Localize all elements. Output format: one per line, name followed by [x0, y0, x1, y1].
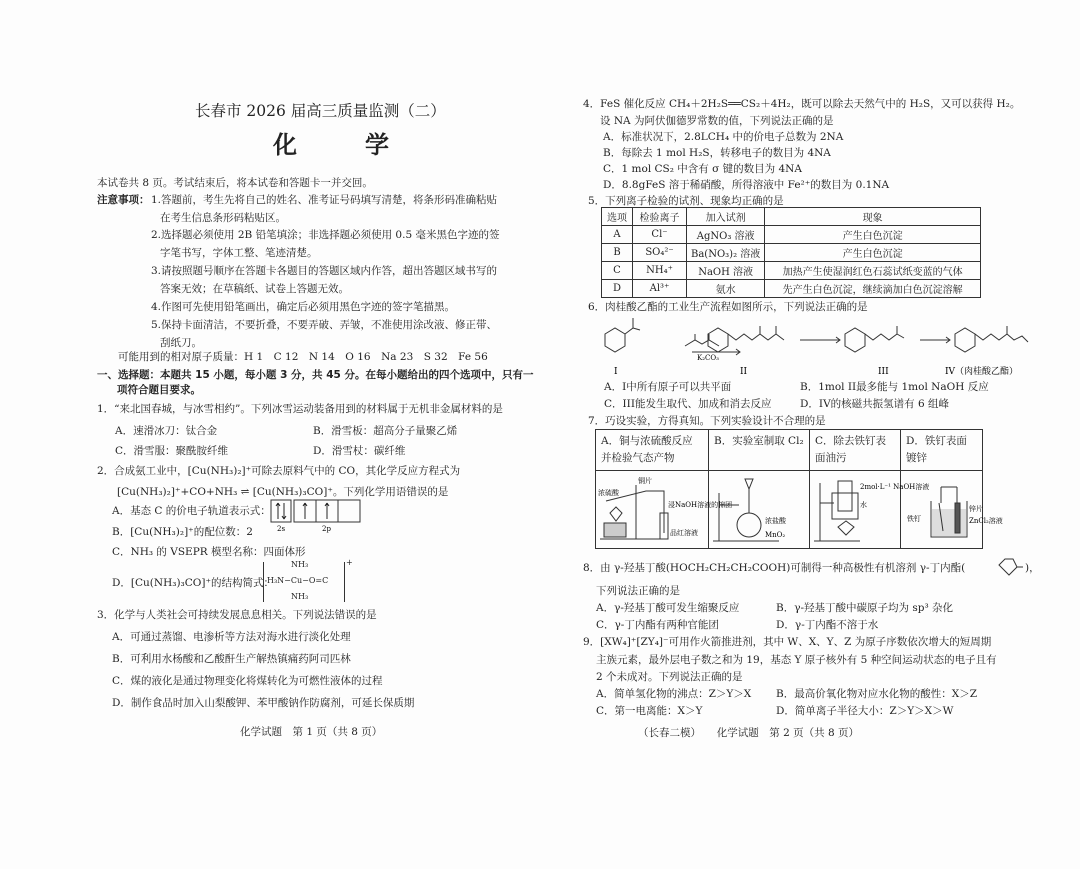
q7-stem: 7．巧设实验，方得真知。下列实验设计不合理的是: [588, 415, 826, 427]
q9-stem-cont: 2 个未成对。下列说法正确的是: [596, 671, 743, 683]
cell: Ba(NO₃)₂ 溶液: [687, 244, 765, 262]
cell: Al³⁺: [633, 280, 687, 298]
annotation: 2mol·L⁻¹ NaOH溶液: [860, 483, 930, 491]
page-footer: 化学试题 第 1 页（共 8 页）: [240, 726, 383, 738]
annotation: 浸NaOH溶液的棉团: [668, 501, 733, 509]
q6-option-d: D．IV的核磁共振氢谱有 6 组峰: [800, 398, 950, 410]
apparatus-a: [596, 471, 733, 549]
cell: A．铜与浓硫酸反应并检验气态产物: [596, 430, 709, 471]
orbital-2p-label: 2p: [322, 525, 331, 533]
notice-line: 3.请按照题号顺序在答题卡各题目的答题区域内作答，超出答题区域书写的: [151, 265, 498, 277]
atomic-masses: 可能用到的相对原子质量：H 1 C 12 N 14 O 16 Na 23 S 32 Fe 56: [118, 351, 488, 363]
reagent-label: K₂CO₃: [697, 354, 719, 362]
annotation: 铜片: [638, 477, 652, 485]
table-row: [602, 244, 981, 262]
q5-table: [601, 207, 981, 298]
cell: A: [602, 226, 633, 244]
cell: B: [602, 244, 633, 262]
apparatus-d-drawing: [901, 473, 1001, 545]
cell: C．除去铁钉表面油污: [810, 430, 901, 471]
notice-line: 2.选择题必须使用 2B 铅笔填涂；非选择题必须使用 0.5 毫米黑色字迹的签: [151, 229, 500, 241]
notice-line: 答案无效；在草稿纸、试卷上答题无效。: [160, 283, 349, 295]
q9-option-b: B．最高价氧化物对应水化物的酸性：X＞Z: [776, 688, 977, 700]
page-footer: （长春二模） 化学试题 第 2 页（共 8 页）: [638, 727, 859, 739]
table-header-row: [602, 208, 981, 226]
q8-stem-cont: 下列说法正确的是: [596, 585, 680, 597]
q2-structure: [263, 558, 353, 602]
table-row: [602, 280, 981, 298]
compound-label: I: [614, 367, 618, 377]
q2-option-a: A．基态 C 的价电子轨道表示式：: [112, 505, 271, 517]
orbital-diagram: [270, 499, 362, 533]
section-heading: 一、选择题：本题共 15 小题，每小题 3 分，共 45 分。在每小题给出的四个选项中，只有一: [97, 369, 534, 381]
q3-option-a: A．可通过蒸馏、电渗析等方法对海水进行淡化处理: [112, 631, 351, 643]
table-header: 加入试剂: [687, 208, 765, 226]
cell: NaOH 溶液: [687, 262, 765, 280]
table-row: [602, 226, 981, 244]
cell: SO₄²⁻: [633, 244, 687, 262]
q1-option-a: A．速滑冰刀：钛合金: [115, 425, 218, 437]
q6-option-a: A．I中所有原子可以共平面: [604, 381, 732, 393]
cell: AgNO₃ 溶液: [687, 226, 765, 244]
cell: D．铁钉表面镀锌: [901, 430, 983, 471]
q6-option-c: C．III能发生取代、加成和消去反应: [604, 398, 772, 410]
cell: 产生白色沉淀: [765, 226, 981, 244]
q3-option-c: C．煤的液化是通过物理变化将煤转化为可燃性液体的过程: [112, 675, 383, 687]
q6-stem: 6．肉桂酸乙酯的工业生产流程如图所示，下列说法正确的是: [588, 301, 868, 313]
cell: NH₄⁺: [633, 262, 687, 280]
q1-option-c: C．滑雪服：聚酰胺纤维: [115, 445, 229, 457]
compound-label: II: [740, 367, 748, 377]
compound-label: IV（肉桂酸乙酯）: [945, 367, 1019, 377]
intro: 本试卷共 8 页。考试结束后，将本试卷和答题卡一并交回。: [97, 177, 373, 189]
notice-label: 注意事项：: [97, 194, 150, 206]
notice-line: 在考生信息条形码粘贴区。: [160, 212, 286, 224]
apparatus-b: [709, 471, 810, 549]
q6-reaction-scheme: [600, 316, 1030, 376]
apparatus-d: [901, 471, 1003, 549]
q7-table: [595, 429, 1003, 549]
table-row: [596, 430, 983, 471]
notice-line: 4.作图可先使用铅笔画出，确定后必须用黑色字迹的签字笔描黑。: [151, 301, 456, 313]
q1-stem: 1．“来北国春城，与冰雪相约”。下列冰雪运动装备用到的材料属于无机非金属材料的是: [97, 403, 503, 415]
q2-option-b: B．[Cu(NH₃)₂]⁺的配位数：2: [112, 526, 253, 538]
orbital-2s-label: 2s: [277, 525, 286, 533]
q3-option-b: B．可利用水杨酸和乙酸酐生产解热镇痛药阿司匹林: [112, 653, 351, 665]
table-header: 现象: [765, 208, 981, 226]
q4-stem-cont: 设 NA 为阿伏伽德罗常数的值，下列说法正确的是: [600, 115, 834, 127]
q2-option-c: C．NH₃ 的 VSEPR 模型名称：四面体形: [112, 546, 306, 558]
cell: C: [602, 262, 633, 280]
cell: 氨水: [687, 280, 765, 298]
notice-line: 刮纸刀。: [160, 337, 202, 349]
q9-option-c: C．第一电离能：X＞Y: [596, 705, 703, 717]
butyrolactone-structure: [995, 555, 1027, 579]
cell: 产生白色沉淀: [765, 244, 981, 262]
notice-line: 5.保持卡面清洁，不要折叠，不要弄破、弄皱，不准使用涂改液、修正带、: [151, 319, 498, 331]
cell: D: [602, 280, 633, 298]
q8-option-d: D．γ-丁内酯不溶于水: [776, 619, 879, 631]
q6-option-b: B．1mol II最多能与 1mol NaOH 反应: [800, 381, 989, 393]
cell: B．实验室制取 Cl₂: [709, 430, 810, 471]
exam-title: 长春市 2026 届高三质量监测（二）: [195, 102, 446, 120]
section-heading-cont: 项符合题目要求。: [117, 384, 201, 396]
compound-label: III: [878, 367, 889, 377]
table-row: [602, 262, 981, 280]
annotation: ZnCl₂溶液: [969, 517, 1003, 525]
q1-option-b: B．滑雪板：超高分子量聚乙烯: [313, 425, 458, 437]
annotation: 锌片: [969, 505, 983, 513]
q8-option-b: B．γ-羟基丁酸中碳原子均为 sp³ 杂化: [776, 602, 954, 614]
struct-top: NH₃: [291, 560, 309, 569]
table-header: 选项: [602, 208, 633, 226]
cell: 先产生白色沉淀，继续滴加白色沉淀溶解: [765, 280, 981, 298]
q9-stem-cont: 主族元素，最外层电子数之和为 19，基态 Y 原子核外有 5 种空间运动状态的电子且有: [596, 654, 997, 666]
q8-option-a: A．γ-羟基丁酸可发生缩聚反应: [596, 602, 740, 614]
q4-stem: 4．FeS 催化反应 CH₄＋2H₂S══CS₂＋4H₂，既可以除去天然气中的 H₂S，又可以获得 H₂。: [583, 98, 1021, 110]
notice-line: 1.答题前，考生先将自己的姓名、准考证号码填写清楚，将条形码准确粘贴: [151, 194, 498, 206]
q8-option-c: C．γ-丁内酯有两种官能团: [596, 619, 719, 631]
cell: Cl⁻: [633, 226, 687, 244]
q9-option-a: A．简单氢化物的沸点：Z＞Y＞X: [596, 688, 752, 700]
q9-option-d: D．简单离子半径大小：Z＞Y＞X＞W: [776, 705, 954, 717]
q9-stem: 9．[XW₄]⁺[ZY₄]⁻可用作火箭推进剂，其中 W、X、Y、Z 为原子序数依次增大的短周期: [583, 636, 992, 648]
struct-charge: +: [346, 558, 353, 567]
apparatus-b-drawing: [709, 473, 805, 545]
q3-stem: 3．化学与人类社会可持续发展息息相关。下列说法错误的是: [97, 609, 377, 621]
q2-equation: [Cu(NH₃)₂]⁺+CO+NH₃ ⇌ [Cu(NH₃)₃CO]⁺。下列化学用语错误的是: [117, 486, 449, 498]
q4-option-a: A．标准状况下，2.8LCH₄ 中的价电子总数为 2NA: [603, 131, 844, 143]
q4-option-c: C．1 mol CS₂ 中含有 σ 键的数目为 4NA: [603, 163, 802, 175]
q4-option-b: B．每除去 1 mol H₂S，转移电子的数目为 4NA: [603, 147, 831, 159]
notice-line: 字笔书写，字体工整、笔迹清楚。: [160, 247, 318, 259]
annotation: 浓硫酸: [598, 489, 619, 497]
struct-mid: H₃N−Cu−O=C: [267, 576, 329, 585]
q1-option-d: D．滑雪杖：碳纤维: [313, 445, 406, 457]
annotation: MnO₂: [765, 531, 786, 539]
q2-option-d: D．[Cu(NH₃)₃CO]⁺的结构简式：: [112, 577, 275, 589]
cell: 加热产生使湿润红色石蕊试纸变蓝的气体: [765, 262, 981, 280]
q8-stem: 8．由 γ-羟基丁酸(HOCH₂CH₂CH₂COOH)可制得一种高极性有机溶剂 γ-丁内酯(: [583, 562, 966, 574]
q3-option-d: D．制作食品时加入山梨酸钾、苯甲酸钠作防腐剂，可延长保质期: [112, 697, 415, 709]
apparatus-a-drawing: [596, 473, 733, 545]
annotation: 品红溶液: [670, 529, 698, 537]
table-header: 检验离子: [633, 208, 687, 226]
annotation: 铁钉: [907, 515, 921, 523]
q2-stem: 2．合成氨工业中，[Cu(NH₃)₂]⁺可除去原料气中的 CO，其化学反应方程式为: [97, 465, 461, 477]
subject-title: 化 学: [273, 130, 411, 159]
table-row: [596, 471, 983, 549]
annotation: 水: [860, 501, 867, 509]
annotation: 浓盐酸: [765, 517, 786, 525]
q5-stem: 5．下列离子检验的试剂、现象均正确的是: [588, 195, 784, 207]
struct-bot: NH₃: [291, 592, 309, 601]
q4-option-d: D．8.8gFeS 溶于稀硝酸，所得溶液中 Fe²⁺的数目为 0.1NA: [603, 179, 890, 191]
q8-stem-end: )，: [1025, 562, 1040, 574]
